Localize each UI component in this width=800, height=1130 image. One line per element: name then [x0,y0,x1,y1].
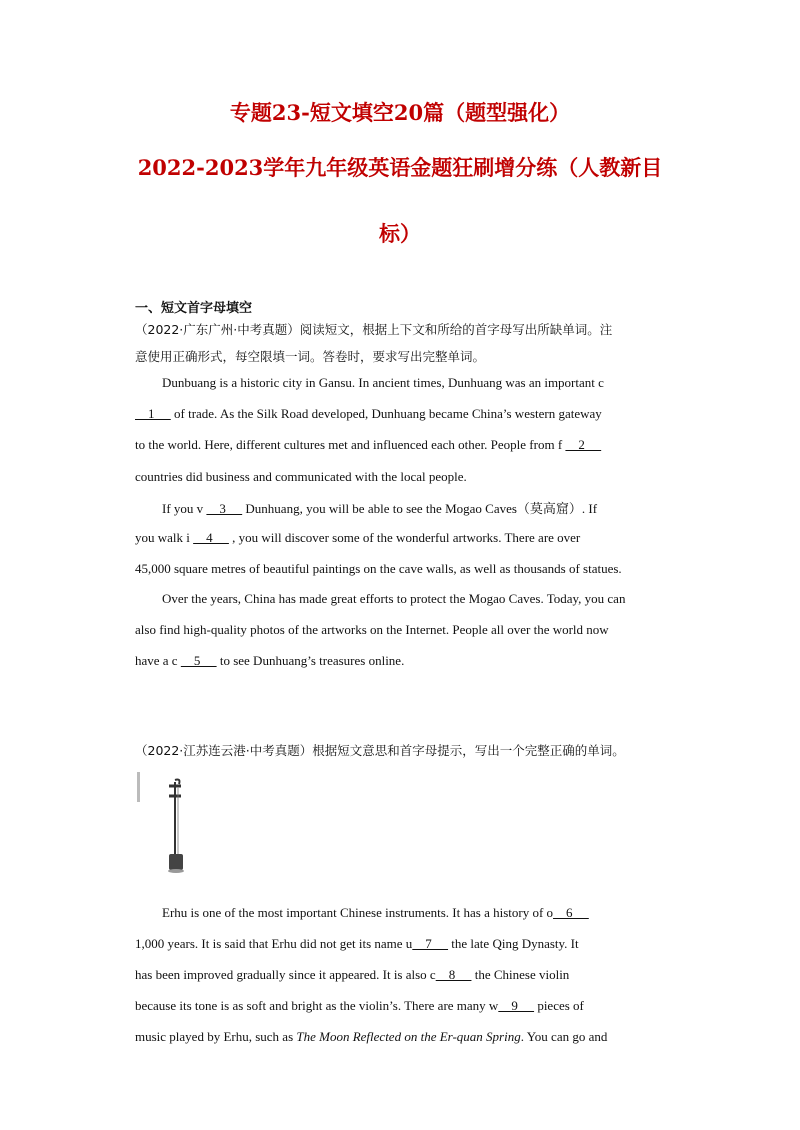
passage-line: because its tone is as soft and bright as the violin’s. There are many w 9 pieces of [135,998,584,1013]
passage-line: music played by Erhu, such as The Moon Reflected on the Er-quan Spring. You can go and [135,1029,608,1044]
blank-7[interactable]: 7 [412,936,449,951]
passage-line: If you v 3 Dunhuang, you will be able to see the Mogao Caves（莫高窟）. If [162,501,598,516]
passage-line: 1 of trade. As the Silk Road developed, Dunhuang became China’s western gateway [135,406,602,421]
question-source-2: （2022·江苏连云港·中考真题）根据短文意思和首字母提示，写出一个完整正确的单词。 [135,743,625,758]
blank-3[interactable]: 3 [206,501,243,516]
passage-line: have a c 5 to see Dunhuang’s treasures online. [135,653,405,668]
blank-2[interactable]: 2 [565,437,602,452]
blank-9[interactable]: 9 [498,998,535,1013]
blank-1[interactable]: 1 [135,406,171,421]
erhu-instrument-image [137,768,203,878]
passage-line: also find high-quality photos of the artworks on the Internet. People all over the world now [135,622,609,637]
passage-line: has been improved gradually since it appeared. It is also c 8 the Chinese violin [135,967,570,982]
blank-8[interactable]: 8 [435,967,472,982]
passage-line: Dunbuang is a historic city in Gansu. In ancient times, Dunhuang was an important c [162,375,604,390]
passage-line: to the world. Here, different cultures met and influenced each other. People from f 2 [135,437,602,452]
question-source-1: （2022·广东广州·中考真题）阅读短文，根据上下文和所给的首字母写出所缺单词。注 [135,322,613,337]
passage-line: 45,000 square metres of beautiful paintings on the cave walls, as well as thousands of statues. [135,561,622,576]
blank-4[interactable]: 4 [193,530,229,545]
blank-6[interactable]: 6 [553,905,589,920]
passage-line: Over the years, China has made great efforts to protect the Mogao Caves. Today, you can [162,591,626,606]
song-title: The Moon Reflected on the Er-quan Spring [296,1029,521,1044]
passage-line: 1,000 years. It is said that Erhu did not get its name u 7 the late Qing Dynasty. It [135,936,579,951]
passage-line: Erhu is one of the most important Chinese instruments. It has a history of o 6 [162,905,589,920]
doc-title-line-3: 标） [379,221,421,246]
doc-title-line-1: 专题23-短文填空20篇（题型强化） [229,100,571,125]
doc-title-line-2: 2022-2023学年九年级英语金题狂刷增分练（人教新目 [137,155,663,180]
section-heading: 一、短文首字母填空 [135,301,253,316]
passage-line: you walk i 4 , you will discover some of the wonderful artworks. There are over [135,530,581,545]
passage-line: countries did business and communicated with the local people. [135,469,467,484]
blank-5[interactable]: 5 [180,653,217,668]
question-source-1-cont: 意使用正确形式，每空限填一词。答卷时，要求写出完整单词。 [135,349,486,364]
